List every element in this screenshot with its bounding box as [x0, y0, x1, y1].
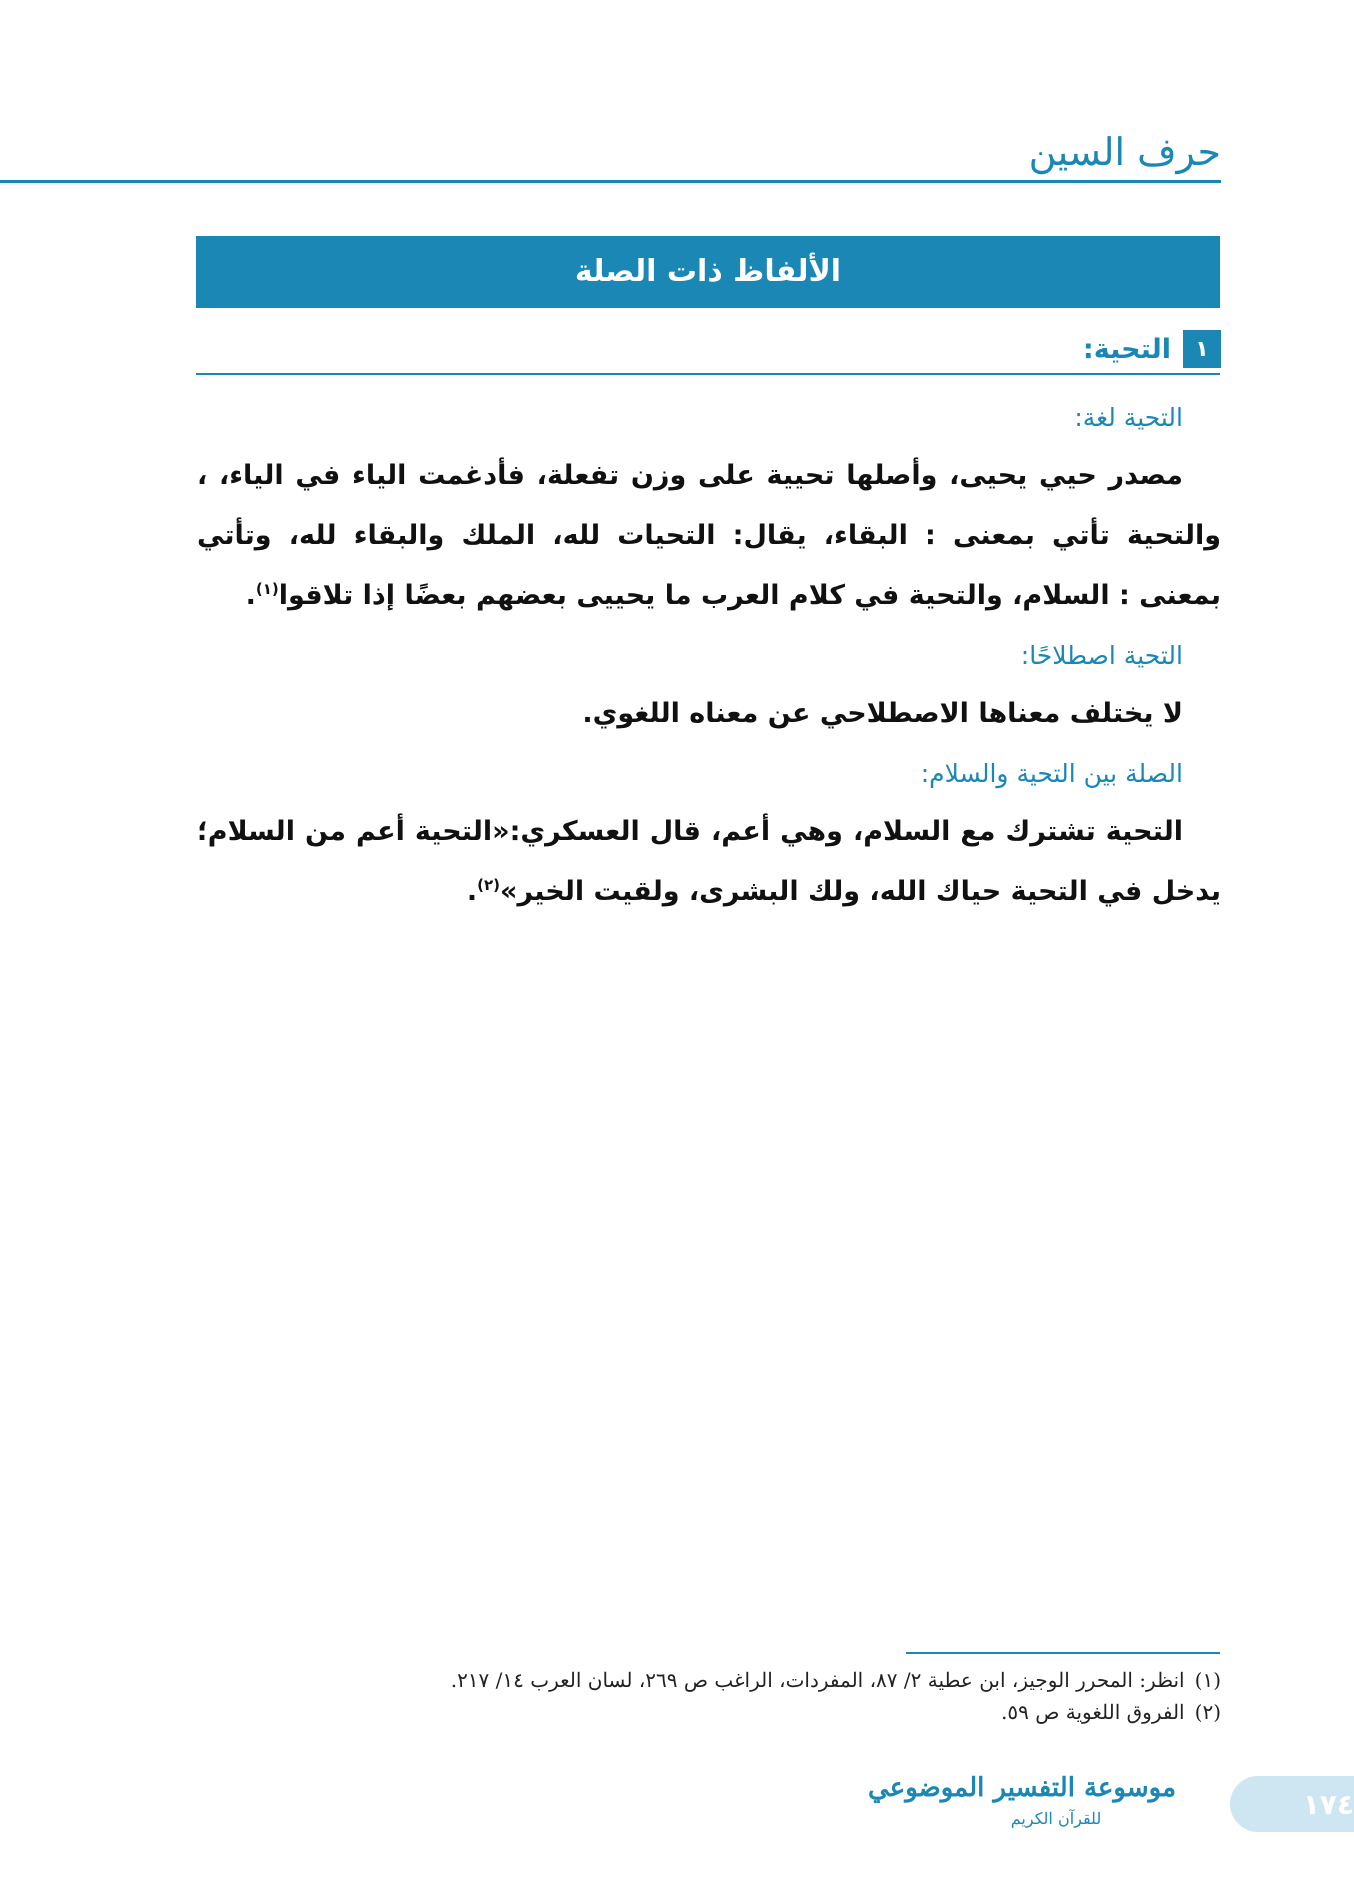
- body-content: [197, 398, 1221, 932]
- paragraph-text: مصدر حيي يحيى، وأصلها تحيية على وزن تفعلة، فأدغمت الياء في الياء، ، والتحية تأتي بمعنى : البقاء، يقال: التحيات لله، الملك والبقاء لله، وتأتي بمعنى : السلام، والتحية في كلام العرب ما يحييى بعضهم بعضًا إذا تلاقوا: [197, 460, 1221, 611]
- subheading-linguistic: التحية لغة:: [1074, 403, 1183, 432]
- paragraph-relation: [197, 802, 1221, 922]
- footnote-item: [197, 1664, 1221, 1696]
- paragraph-tail: .: [466, 876, 478, 907]
- footnote-text: انظر: المحرر الوجيز، ابن عطية ٢/ ٨٧، المفردات، الراغب ص ٢٦٩، لسان العرب ١٤/ ٢١٧.: [450, 1668, 1185, 1692]
- footnotes: [197, 1664, 1221, 1728]
- logo-title: موسوعة التفسير الموضوعي: [868, 1773, 1176, 1803]
- item-heading: [1083, 330, 1221, 368]
- subheading-technical: التحية اصطلاحًا:: [1020, 641, 1183, 670]
- paragraph-text: التحية تشترك مع السلام، وهي أعم، قال العسكري:«التحية أعم من السلام؛ يدخل في التحية حياك الله، ولك البشرى، ولقيت الخير»: [197, 816, 1221, 907]
- page-number: ١٧٤: [1302, 1787, 1354, 1821]
- paragraph-technical: [197, 684, 1221, 744]
- item-number-badge: ١: [1183, 330, 1221, 368]
- page-number-tab: [1230, 1776, 1354, 1832]
- paragraph-tail: .: [245, 580, 256, 611]
- section-title: الألفاظ ذات الصلة: [574, 254, 842, 289]
- footnote-text: الفروق اللغوية ص ٥٩.: [1001, 1700, 1185, 1724]
- footnote-number: (٢): [1194, 1700, 1221, 1724]
- publication-logo: [868, 1768, 1176, 1848]
- paragraph-linguistic: [197, 446, 1221, 626]
- subheading-relation: الصلة بين التحية والسلام:: [920, 759, 1183, 788]
- header-rule: [0, 180, 1221, 183]
- footnote-rule: [906, 1652, 1220, 1654]
- item-rule: [196, 373, 1220, 375]
- footnote-reference[interactable]: (١): [255, 580, 279, 598]
- footnote-number: (١): [1194, 1668, 1221, 1692]
- paragraph-text: لا يختلف معناها الاصطلاحي عن معناه اللغوي.: [582, 698, 1183, 729]
- section-banner: [196, 236, 1220, 308]
- footnote-item: [197, 1696, 1221, 1728]
- footnote-reference[interactable]: (٢): [477, 876, 501, 894]
- item-title: التحية:: [1082, 333, 1171, 365]
- logo-subtitle: للقرآن الكريم: [1010, 1809, 1102, 1828]
- running-header: حرف السين: [1028, 130, 1221, 174]
